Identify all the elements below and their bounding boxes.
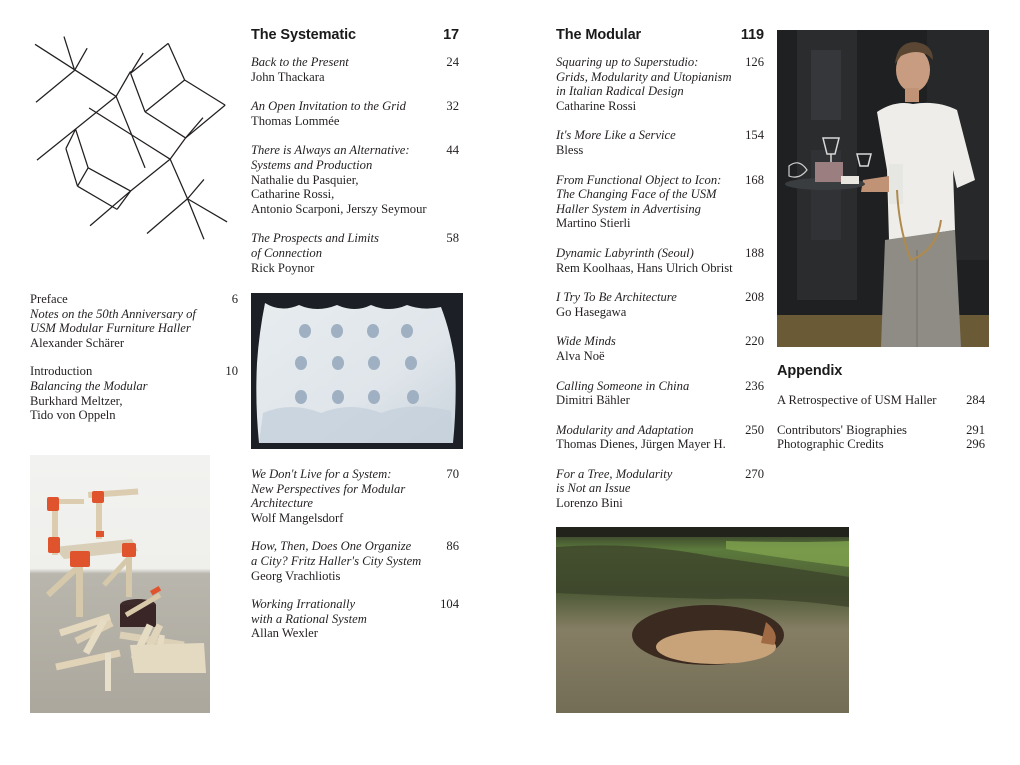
entry-page-number: 70 <box>446 467 459 481</box>
lawn-pit-photo <box>556 527 849 713</box>
entry-author: Burkhard Meltzer, <box>30 393 123 408</box>
chair-photo <box>30 455 210 713</box>
entry-author: John Thackara <box>251 69 325 84</box>
entry-title: in Italian Radical Design <box>556 84 684 99</box>
entry-author: Bless <box>556 142 584 157</box>
appendix-item-label: Contributors' Biographies <box>777 422 907 437</box>
entry-author: Tido von Oppeln <box>30 408 116 423</box>
section-title: The Modular <box>556 27 642 43</box>
portrait-photo <box>777 30 989 347</box>
appendix-item-label: Photographic Credits <box>777 437 884 452</box>
entry-author: Allan Wexler <box>251 626 318 641</box>
front-matter-list <box>30 292 238 423</box>
entry-title: Back to the Present <box>251 55 349 69</box>
entry-title: The Changing Face of the USM <box>556 187 717 202</box>
section-title: Appendix <box>777 363 843 379</box>
toc-entry[interactable] <box>556 423 764 452</box>
toc-entry[interactable] <box>556 128 764 157</box>
entry-page-number: 270 <box>745 466 764 481</box>
entry-title: From Functional Object to Icon: <box>556 172 722 187</box>
entry-author: Rem Koolhaas, Hans Ulrich Obrist <box>556 260 733 275</box>
entry-author: Dimitri Bähler <box>556 393 630 408</box>
section-heading-appendix[interactable] <box>777 363 985 379</box>
entry-page-number: 168 <box>745 172 764 187</box>
toc-entry[interactable] <box>556 290 764 319</box>
entry-title: Wide Minds <box>556 334 616 349</box>
entry-title: Squaring up to Superstudio: <box>556 55 699 69</box>
entry-page-number: 250 <box>745 422 764 437</box>
entry-page-number: 220 <box>745 334 764 349</box>
entry-page-number: 126 <box>745 55 764 69</box>
systematic-section <box>251 27 459 275</box>
entry-title: Haller System in Advertising <box>556 201 701 216</box>
toc-entry[interactable] <box>556 379 764 408</box>
modular-line-diagram <box>22 25 244 247</box>
entry-author: Alva Noë <box>556 348 605 363</box>
entry-title: Dynamic Labyrinth (Seoul) <box>556 245 694 260</box>
toc-entry[interactable] <box>251 539 459 583</box>
entry-page-number: 44 <box>446 143 459 158</box>
appendix-item-page: 284 <box>966 393 985 407</box>
entry-page-number: 10 <box>225 364 238 379</box>
entry-author: Thomas Lommée <box>251 113 340 128</box>
appendix-section <box>777 363 985 452</box>
toc-entry-introduction[interactable] <box>30 364 238 422</box>
appendix-item-label: A Retrospective of USM Haller <box>777 393 937 407</box>
entry-title: For a Tree, Modularity <box>556 466 673 481</box>
section-title: The Systematic <box>251 27 356 43</box>
entry-title: USM Modular Furniture Haller <box>30 321 191 336</box>
entry-author: Thomas Dienes, Jürgen Mayer H. <box>556 437 726 452</box>
entry-title: with a Rational System <box>251 611 367 626</box>
appendix-item-page: 296 <box>966 437 985 452</box>
section-page-number: 119 <box>740 27 764 43</box>
entry-author: Antonio Scarponi, Jerszy Seymour <box>251 201 427 216</box>
section-heading-modular[interactable] <box>556 27 764 43</box>
toc-entry[interactable] <box>251 55 459 84</box>
entry-page-number: 104 <box>440 597 459 612</box>
section-heading-systematic[interactable] <box>251 27 459 43</box>
entry-title: Architecture <box>251 496 314 511</box>
entry-author: Lorenzo Bini <box>556 496 623 511</box>
entry-author: Georg Vrachliotis <box>251 568 341 583</box>
entry-page-number: 236 <box>745 378 764 393</box>
toc-entry[interactable] <box>556 334 764 363</box>
entry-title: Grids, Modularity and Utopianism <box>556 69 732 84</box>
entry-title: It's More Like a Service <box>556 128 676 143</box>
entry-title: Calling Someone in China <box>556 378 690 393</box>
entry-page-number: 208 <box>745 290 764 305</box>
entry-page-number: 86 <box>446 539 459 554</box>
toc-entry[interactable] <box>556 55 764 113</box>
entry-author: Nathalie du Pasquier, <box>251 172 359 187</box>
toc-entry[interactable] <box>556 246 764 275</box>
entry-author: Catharine Rossi, <box>251 187 335 202</box>
entry-title: Working Irrationally <box>251 597 356 612</box>
modular-section <box>556 27 764 511</box>
entry-label: Introduction <box>30 364 93 379</box>
entry-title: is Not an Issue <box>556 481 631 496</box>
appendix-item-page: 291 <box>966 422 985 437</box>
appendix-item[interactable] <box>777 423 985 438</box>
appendix-item[interactable] <box>777 437 985 452</box>
entry-title: How, Then, Does One Organize <box>251 539 412 554</box>
entry-author: Catharine Rossi <box>556 98 637 113</box>
toc-entry[interactable] <box>251 99 459 128</box>
entry-title: We Don't Live for a System: <box>251 467 392 481</box>
appendix-item[interactable] <box>777 393 985 408</box>
foam-model-photo <box>251 293 463 449</box>
entry-author: Martino Stierli <box>556 216 631 231</box>
entry-title: New Perspectives for Modular <box>251 481 406 496</box>
toc-entry[interactable] <box>251 231 459 275</box>
section-page-number: 17 <box>443 27 459 43</box>
entry-page-number: 6 <box>231 292 238 306</box>
entry-author: Go Hasegawa <box>556 304 627 319</box>
toc-entry[interactable] <box>556 173 764 231</box>
entry-author: Alexander Schärer <box>30 335 125 350</box>
entry-author: Rick Poynor <box>251 260 315 275</box>
entry-title: Systems and Production <box>251 157 373 172</box>
toc-entry[interactable] <box>251 467 459 525</box>
systematic-section-continued <box>251 467 459 641</box>
toc-entry-preface[interactable] <box>30 292 238 350</box>
entry-page-number: 188 <box>745 245 764 260</box>
entry-page-number: 32 <box>446 99 459 114</box>
entry-title: Balancing the Modular <box>30 378 148 393</box>
entry-label: Preface <box>30 292 68 306</box>
entry-page-number: 154 <box>745 128 764 143</box>
entry-title: The Prospects and Limits <box>251 231 379 246</box>
entry-title: An Open Invitation to the Grid <box>251 99 406 114</box>
entry-title: Modularity and Adaptation <box>556 422 694 437</box>
entry-title: of Connection <box>251 245 323 260</box>
entry-page-number: 24 <box>446 55 459 69</box>
entry-title: Notes on the 50th Anniversary of <box>30 306 196 321</box>
entry-title: a City? Fritz Haller's City System <box>251 553 422 568</box>
entry-title: I Try To Be Architecture <box>556 290 677 305</box>
toc-entry[interactable] <box>251 143 459 216</box>
entry-title: There is Always an Alternative: <box>251 143 410 158</box>
entry-author: Wolf Mangelsdorf <box>251 510 344 525</box>
toc-entry[interactable] <box>556 467 764 511</box>
toc-entry[interactable] <box>251 597 459 641</box>
entry-page-number: 58 <box>446 231 459 246</box>
